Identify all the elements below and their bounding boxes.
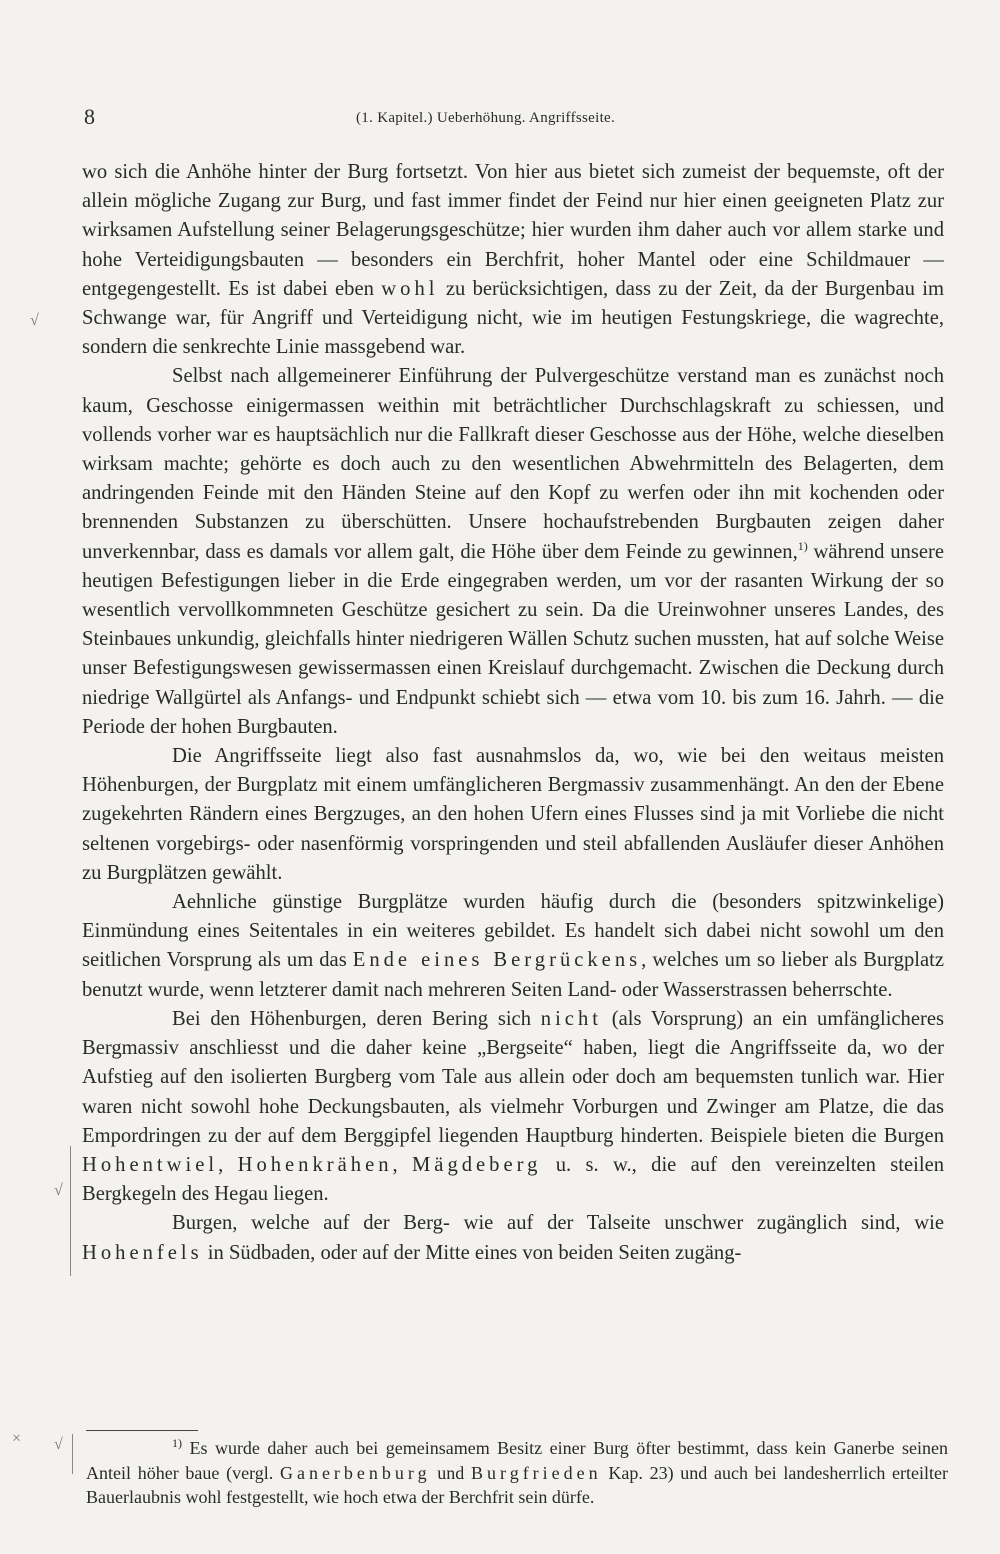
footnote-mark: 1) (172, 1436, 182, 1450)
margin-checkmark: √ (30, 312, 39, 329)
main-text (82, 158, 944, 1268)
paragraph-3: Die Angriffsseite liegt also fast ausnahmslos da, wo, wie bei den weitaus meisten Höhenburgen, der Burgplatz mit einem umfänglicheren Bergmassiv zusammenhängt. An den der Ebene zugekehrten Rändern eines Bergzuges, an den hohen Ufern eines Flusses sind ja mit Vorliebe die nicht seltenen vorgebirgs- oder nasenförmig vorspringenden und steil abfallenden Ausläufer dieser Anhöhen zu Burgplätzen gewählt. (82, 745, 944, 884)
margin-pencil-line (72, 1434, 73, 1474)
emphasis-spaced: Hohenfels (82, 1241, 203, 1264)
margin-checkmark: √ (54, 1436, 63, 1453)
emphasis-spaced: Ganerbenburg (279, 1462, 431, 1483)
footnote: $^{1)}$ Es wurde daher auch bei gemeinsamem Besitz einer Burg öfter bestimmt, dass kein Ganerbe seinen Anteil höher baue (vergl. Ganerbenburg und Burgfrieden Kap. 23) und auch bei landesherrlich erteilter Bauerlaubnis wohl festgestellt, wie hoch etwa der Berchfrit sein dürfe. (86, 1436, 949, 1507)
margin-checkmark: √ (54, 1182, 63, 1199)
running-head: (1. Kapitel.) Ueberhöhung. Angriffsseite. (356, 110, 616, 126)
page-number: 8 (84, 104, 95, 129)
page-header (84, 104, 944, 134)
paragraph-4: Aehnliche günstige Burgplätze wurden häufig durch die (besonders spitzwinkelige) Einmündung eines Seitentales in ein weiteres gebildet. Es handelt sich dabei nicht sowohl um den seitlichen Vorsprung als um das Ende eines Bergrückens, welches um so lieber als Burgplatz benutzt wurde, wenn letzterer damit nach mehreren Seiten Land- oder Wasserstrassen beherrschte. (82, 891, 944, 1001)
paragraph-5: Bei den Höhenburgen, deren Bering sich nicht (als Vorsprung) an ein umfänglicheres Bergmassiv anschliesst und die daher keine „Bergseite“ haben, liegt die Angriffsseite da, wo der Aufstieg auf den isolierten Burgberg vom Tale aus allein oder doch am bequemsten tunlich war. Hier waren nicht sowohl hohe Deckungsbauten, als vielmehr Vorburgen und Zwinger am Platze, die das Empordringen zu der auf dem Berggipfel liegenden Hauptburg hinderten. Beispiele bieten die Burgen Hohentwiel, Hohenkrähen, Mägdeberg u. s. w., die auf den vereinzelten steilen Bergkegeln des Hegau liegen. (82, 1007, 945, 1206)
emphasis-spaced: wohl (381, 277, 439, 300)
emphasis-spaced: nicht (540, 1007, 602, 1030)
paragraph-2: Selbst nach allgemeinerer Einführung der Pulvergeschütze verstand man es zunächst noch kaum, Geschosse einigermassen weithin mit beträchtlicher Durchschlagskraft zu schiessen, und vollends vorher war es hauptsächlich nur die Fallkraft dieser Geschosse aus der Höhe, welche dieselben wirksam machte; gehörte es doch auch zu den wesentlichen Abwehrmitteln des Belagerten, dem andringenden Feinde mit den Händen Steine auf den Kopf zu werfen oder ihn mit kochenden oder brennenden Substanzen zu überschütten. Unsere hochaufstrebenden Burgbauten zeigen daher unverkennbar, dass es damals vor allem galt, die Höhe über dem Feinde zu gewinnen,$^{1)}$ während unsere heutigen Befestigungen lieber in die Erde eingegraben werden, um vor der rasanten Wirkung der so wesentlich vervollkommneten Geschütze gesichert zu sein. Da die Ureinwohner unseres Landes, des Steinbaues unkundig, gleichfalls hinter niedrigeren Wällen Schutz suchen mussten, hat auf solche Weise unser Befestigungswesen gewissermassen einen Kreislauf durchgemacht. Zwischen die Deckung durch niedrige Wallgürtel als Anfangs- und Endpunkt schiebt sich — etwa vom 10. bis zum 16. Jahrh. — die Periode der hohen Burgbauten. (82, 365, 944, 738)
emphasis-spaced: Ende eines Bergrückens (352, 949, 642, 972)
paragraph-6: Burgen, welche auf der Berg- wie auf der Talseite unschwer zugänglich sind, wie Hohenfels in Südbaden, oder auf der Mitte eines von beiden Seiten zugäng- (82, 1212, 944, 1264)
footnote-rule (86, 1430, 198, 1431)
emphasis-spaced: Burgfrieden (471, 1462, 602, 1483)
emphasis-spaced: Hohentwiel (82, 1153, 219, 1176)
margin-cross: × (12, 1430, 22, 1447)
paragraph-1: wo sich die Anhöhe hinter der Burg fortsetzt. Von hier aus bietet sich zumeist der bequemste, oft der allein mögliche Zugang zur Burg, und fast immer findet der Feind nur hier einen geeigneten Platz zur wirksamen Aufstellung seiner Belagerungsgeschütze; hier wurden ihm daher auch vor allem starke und hohe Verteidigungsbauten — besonders ein Berchfrit, hoher Mantel oder eine Schildmauer — entgegengestellt. Es ist dabei eben wohl zu berücksichtigen, dass zu der Zeit, da der Burgenbau im Schwange war, für Angriff und Verteidigung nicht, wie im heutigen Festungskriege, die wagrechte, sondern die senkrechte Linie massgebend war. (82, 161, 944, 359)
margin-pencil-line (70, 1146, 71, 1276)
footnote-reference[interactable]: 1) (797, 538, 808, 553)
emphasis-spaced: Mägdeberg (412, 1153, 542, 1176)
emphasis-spaced: Hohenkrähen (237, 1153, 393, 1176)
